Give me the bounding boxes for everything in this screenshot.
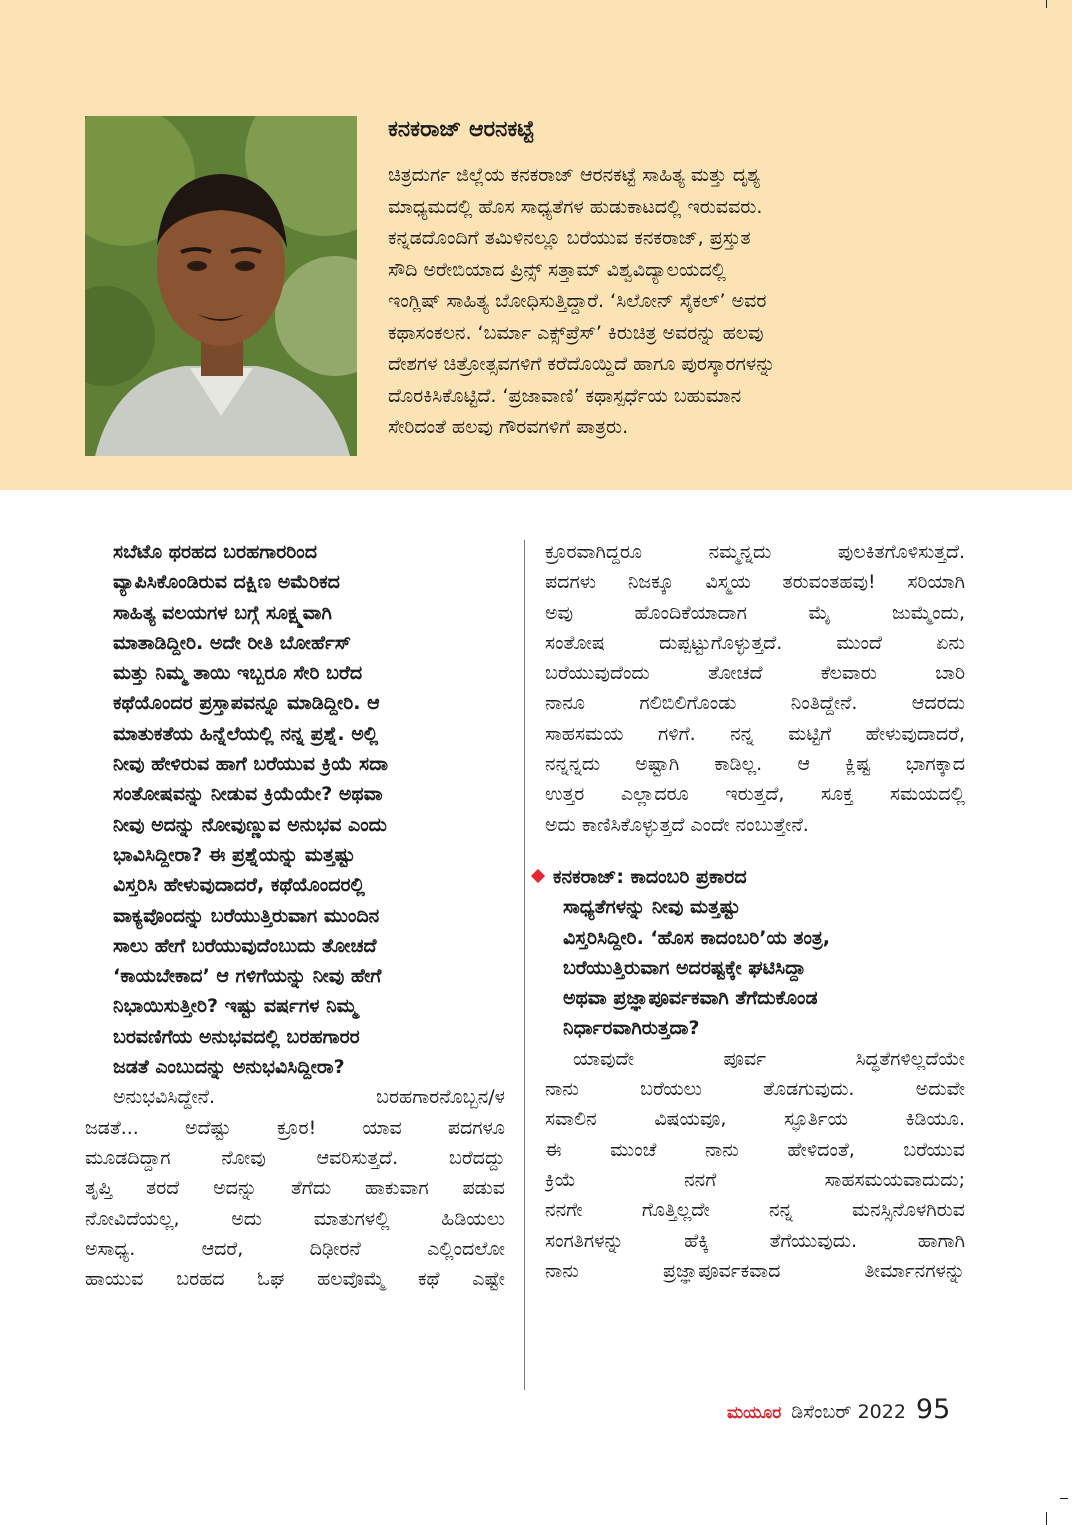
interview-answer: [545, 1044, 965, 1286]
answer-line: ಮೂಡದಿದ್ದಾಗ ನೋವು ಆವರಿಸುತ್ತದೆ. ಬರೆದದ್ದು: [85, 1146, 505, 1169]
question-line: ವಿಸ್ತರಿಸಿದ್ದೀರಿ. ‘ಹೊಸ ಕಾದಂಬರಿ’ಯ ತಂತ್ರ,: [563, 926, 830, 949]
answer-line: ಈ ಮುಂಚೆ ನಾನು ಹೇಳಿದಂತೆ, ಬರೆಯುವ: [545, 1138, 965, 1161]
bio-line: ಕನ್ನಡದೊಂದಿಗೆ ತಮಿಳಿನಲ್ಲೂ ಬರೆಯುವ ಕನಕರಾಜ್, ಪ್ರಸ್ತುತ: [388, 227, 751, 249]
question-line: ನೀವು ಹೇಳಿರುವ ಹಾಗೆ ಬರೆಯುವ ಕ್ರಿಯೆ ಸದಾ: [113, 753, 389, 776]
bio-line: ಸೇರಿದಂತೆ ಹಲವು ಗೌರವಗಳಿಗೆ ಪಾತ್ರರು.: [388, 416, 629, 438]
page-number: 95: [915, 1394, 951, 1425]
question-line: ಸಂತೋಷವನ್ನು ನೀಡುವ ಕ್ರಿಯೆಯೇ? ಅಥವಾ: [113, 783, 383, 806]
article-column-right: [545, 537, 965, 1286]
answer-line: ಉತ್ತರ ಎಲ್ಲಾದರೂ ಇರುತ್ತದೆ, ಸೂಕ್ತ ಸಮಯದಲ್ಲಿ: [545, 783, 965, 806]
interview-question: [85, 537, 505, 1082]
question-line: ‘ಕಾಯಬೇಕಾದ’ ಆ ಗಳಿಗೆಯನ್ನು ನೀವು ಹೇಗೆ: [113, 965, 382, 988]
answer-line: ಸಂತೋಷ ದುಪ್ಪಟ್ಟುಗೊಳ್ಳುತ್ತದೆ. ಮುಂದೆ ಏನು: [545, 631, 965, 654]
answer-line: ಪದಗಳು ನಿಜಕ್ಕೂ ವಿಸ್ಮಯ ತರುವಂತಹವು! ಸರಿಯಾಗಿ: [545, 571, 965, 594]
question-line: ಕಥೆಯೊಂದರ ಪ್ರಸ್ತಾಪವನ್ನೂ ಮಾಡಿದ್ದೀರಿ. ಆ: [113, 692, 380, 715]
issue-date: ಡಿಸೆಂಬರ್ 2022: [791, 1401, 906, 1423]
question-line: [545, 862, 965, 892]
answer-line: ಜಡತೆ... ಅದೆಷ್ಟು ಕ್ರೂರ! ಯಾವ ಪದಗಳೂ: [85, 1116, 505, 1139]
question-line: ವಿಸ್ತರಿಸಿ ಹೇಳುವುದಾದರೆ, ಕಥೆಯೊಂದರಲ್ಲಿ: [113, 874, 365, 897]
bio-line: ದೇಶಗಳ ಚಿತ್ರೋತ್ಸವಗಳಿಗೆ ಕರೆದೊಯ್ದಿದೆ ಹಾಗೂ ಪುರಸ್ಕಾರಗಳನ್ನು: [388, 353, 776, 375]
question-line: ಮತ್ತು ನಿಮ್ಮ ತಾಯಿ ಇಬ್ಬರೂ ಸೇರಿ ಬರೆದ: [113, 662, 363, 685]
answer-line: ಕ್ರೂರವಾಗಿದ್ದರೂ ನಮ್ಮನ್ನದು ಪುಲಕಿತಗೊಳಿಸುತ್ತದೆ.: [545, 541, 965, 563]
answer-line: ನೋವಿದೆಯಲ್ಲ, ಅದು ಮಾತುಗಳಲ್ಲಿ ಹಿಡಿಯಲು: [85, 1207, 505, 1230]
question-line: ಜಡತೆ ಎಂಬುದನ್ನು ಅನುಭವಿಸಿದ್ದೀರಾ?: [113, 1056, 345, 1079]
column-divider: [524, 540, 525, 1390]
question-line: ಸಾಧ್ಯತೆಗಳನ್ನು ನೀವು ಮತ್ತಷ್ಟು: [563, 896, 741, 919]
answer-line: ಕ್ರಿಯೆ ನನಗೆ ಸಾಹಸಮಯವಾದುದು;: [545, 1168, 965, 1191]
answer-line: ಬರೆಯುವುದೆಂದು ತೋಚದೆ ಕೆಲವಾರು ಬಾರಿ: [545, 662, 965, 685]
bio-line: ಚಿತ್ರದುರ್ಗ ಜಿಲ್ಲೆಯ ಕನಕರಾಜ್ ಆರನಕಟ್ಟೆ ಸಾಹಿತ್ಯ ಮತ್ತು ದೃಶ್ಯ: [388, 164, 761, 186]
crop-mark: [1046, 0, 1047, 8]
answer-line: ಅಸಾಧ್ಯ. ಆದರೆ, ದಿಢೀರನೆ ಎಲ್ಲಿಂದಲೋ: [85, 1237, 505, 1260]
question-line: ಸಾಲು ಹೇಗೆ ಬರೆಯುವುದೆಂಬುದು ತೋಚದೆ: [113, 934, 377, 957]
answer-line: ಸವಾಲಿನ ವಿಷಯವೂ, ಸ್ಫೂರ್ತಿಯ ಕಿಡಿಯೂ.: [545, 1108, 965, 1131]
author-bio-text: [388, 160, 948, 444]
answer-line: ಸಾಹಸಮಯ ಗಳಿಗೆ. ನನ್ನ ಮಟ್ಟಿಗೆ ಹೇಳುವುದಾದರೆ,: [545, 722, 965, 745]
magazine-logo: ಮಯೂರ: [727, 1403, 782, 1423]
answer-line: ಅವು ಹೊಂದಿಕೆಯಾದಾಗ ಮೈ ಜುಮ್ಮೆಂದು,: [545, 601, 965, 624]
author-name: ಕನಕರಾಜ್ ಆರನಕಟ್ಟೆ: [388, 117, 535, 142]
answer-line: ನಾನೂ ಗಲಿಬಿಲಿಗೊಂಡು ನಿಂತಿದ್ದೇನೆ. ಆದರದು: [545, 692, 965, 715]
article-column-left: [85, 537, 505, 1294]
answer-line: ಹಾಯುವ ಬರಹದ ಓಘ ಹಲವೊಮ್ಮೆ ಕಥೆ ಎಷ್ಟೇ: [85, 1268, 505, 1291]
crop-mark: [1046, 1512, 1047, 1525]
question-line: ವಾಕ್ಯವೊಂದನ್ನು ಬರೆಯುತ್ತಿರುವಾಗ ಮುಂದಿನ: [113, 904, 380, 927]
author-photo: [85, 116, 357, 456]
crop-mark: [1060, 1498, 1068, 1499]
question-line: ಮಾತುಕತೆಯ ಹಿನ್ನೆಲೆಯಲ್ಲಿ ನನ್ನ ಪ್ರಶ್ನೆ. ಅಲ್ಲಿ: [113, 722, 379, 745]
answer-line: ತೃಪ್ತಿ ತರದೆ ಅದನ್ನು ತೆಗೆದು ಹಾಕುವಾಗ ಪಡುವ: [85, 1177, 505, 1200]
answer-line: ಅದು ಕಾಣಿಸಿಕೊಳ್ಳುತ್ತದೆ ಎಂದೇ ನಂಬುತ್ತೇನೆ.: [545, 813, 809, 836]
author-portrait-illustration: [85, 116, 357, 456]
bio-line: ಇಂಗ್ಲಿಷ್ ಸಾಹಿತ್ಯ ಬೋಧಿಸುತ್ತಿದ್ದಾರೆ. ‘ಸಿಲೋನ್ ಸೈಕಲ್’ ಅವರ: [388, 290, 767, 312]
answer-line: ಯಾವುದೇ ಪೂರ್ವ ಸಿದ್ಧತೆಗಳಿಲ್ಲದೆಯೇ: [573, 1047, 965, 1070]
answer-continuation: [545, 537, 965, 840]
answer-line: ನನಗೇ ಗೊತ್ತಿಲ್ಲದೇ ನನ್ನ ಮನಸ್ಸಿನೊಳಗಿರುವ: [545, 1199, 965, 1222]
answer-line: ನಾನು ಬರೆಯಲು ತೊಡಗುವುದು. ಅದುವೇ: [545, 1078, 965, 1101]
question-line: ವ್ಯಾಪಿಸಿಕೊಂಡಿರುವ ದಕ್ಷಿಣ ಅಮೆರಿಕದ: [113, 571, 340, 594]
bio-line: ಕಥಾಸಂಕಲನ. ‘ಬರ್ಮಾ ಎಕ್ಸ್‌ಪ್ರೆಸ್’ ಕಿರುಚಿತ್ರ ಅವರನ್ನು ಹಲವು: [388, 321, 764, 344]
question-line: ಭಾವಿಸಿದ್ದೀರಾ? ಈ ಪ್ರಶ್ನೆಯನ್ನು ಮತ್ತಷ್ಟು: [113, 843, 355, 866]
question-lead: ಕನಕರಾಜ್: ಕಾದಂಬರಿ ಪ್ರಕಾರದ: [553, 865, 747, 888]
answer-line: ಸಂಗತಿಗಳನ್ನು ಹೆಕ್ಕಿ ತೆಗೆಯುವುದು. ಹಾಗಾಗಿ: [545, 1229, 965, 1252]
question-line: ನೀವು ಅದನ್ನು ನೋವುಣ್ಣುವ ಅನುಭವ ಎಂದು: [113, 813, 387, 836]
question-line: ಸಬೆಟೊ ಥರಹದ ಬರಹಗಾರರಿಂದ: [113, 541, 317, 563]
bio-line: ದೊರಕಿಸಿಕೊಟ್ಟಿದೆ. ‘ಪ್ರಜಾವಾಣಿ’ ಕಥಾಸ್ಪರ್ಧೆಯ ಬಹುಮಾನ: [388, 384, 742, 407]
question-line: ಸಾಹಿತ್ಯ ವಲಯಗಳ ಬಗ್ಗೆ ಸೂಕ್ಷ್ಮವಾಗಿ: [113, 601, 332, 624]
diamond-bullet-icon: [531, 869, 545, 883]
interview-answer: [85, 1082, 505, 1294]
question-line: ನಿರ್ಧಾರವಾಗಿರುತ್ತದಾ?: [563, 1017, 700, 1040]
interview-question: [545, 862, 965, 1044]
question-line: ಬರವಣಿಗೆಯ ಅನುಭವದಲ್ಲಿ ಬರಹಗಾರರ: [113, 1025, 360, 1048]
question-line: ಅಥವಾ ಪ್ರಜ್ಞಾಪೂರ್ವಕವಾಗಿ ತೆಗೆದುಕೊಂಡ: [563, 987, 818, 1010]
answer-line: ಅನುಭವಿಸಿದ್ದೇನೆ. ಬರಹಗಾರನೊಬ್ಬನ/ಳ: [113, 1086, 505, 1109]
question-line: ಮಾತಾಡಿದ್ದೀರಿ. ಅದೇ ರೀತಿ ಬೋರ್ಹೆಸ್: [113, 631, 352, 654]
bio-line: ಸೌದಿ ಅರೇಬಿಯಾದ ಪ್ರಿನ್ಸ್ ಸತ್ತಾಮ್ ವಿಶ್ವವಿದ್ಯಾಲಯದಲ್ಲಿ: [388, 258, 726, 281]
answer-line: ನನ್ನನ್ನದು ಅಷ್ಟಾಗಿ ಕಾಡಿಲ್ಲ. ಆ ಕ್ಲಿಷ್ಟ ಭಾಗಕ್ಕಾದ: [545, 753, 965, 776]
page-footer: [727, 1394, 950, 1426]
answer-line: ನಾನು ಪ್ರಜ್ಞಾಪೂರ್ವಕವಾದ ತೀರ್ಮಾನಗಳನ್ನು: [545, 1259, 965, 1282]
bio-line: ಮಾಧ್ಯಮದಲ್ಲಿ ಹೊಸ ಸಾಧ್ಯತೆಗಳ ಹುಡುಕಾಟದಲ್ಲಿ ಇರುವವರು.: [388, 195, 763, 218]
question-line: ನಿಭಾಯಿಸುತ್ತೀರಿ? ಇಷ್ಟು ವರ್ಷಗಳ ನಿಮ್ಮ: [113, 995, 358, 1018]
question-line: ಬರೆಯುತ್ತಿರುವಾಗ ಅದರಷ್ಟಕ್ಕೇ ಘಟಿಸಿದ್ದಾ: [563, 956, 806, 979]
